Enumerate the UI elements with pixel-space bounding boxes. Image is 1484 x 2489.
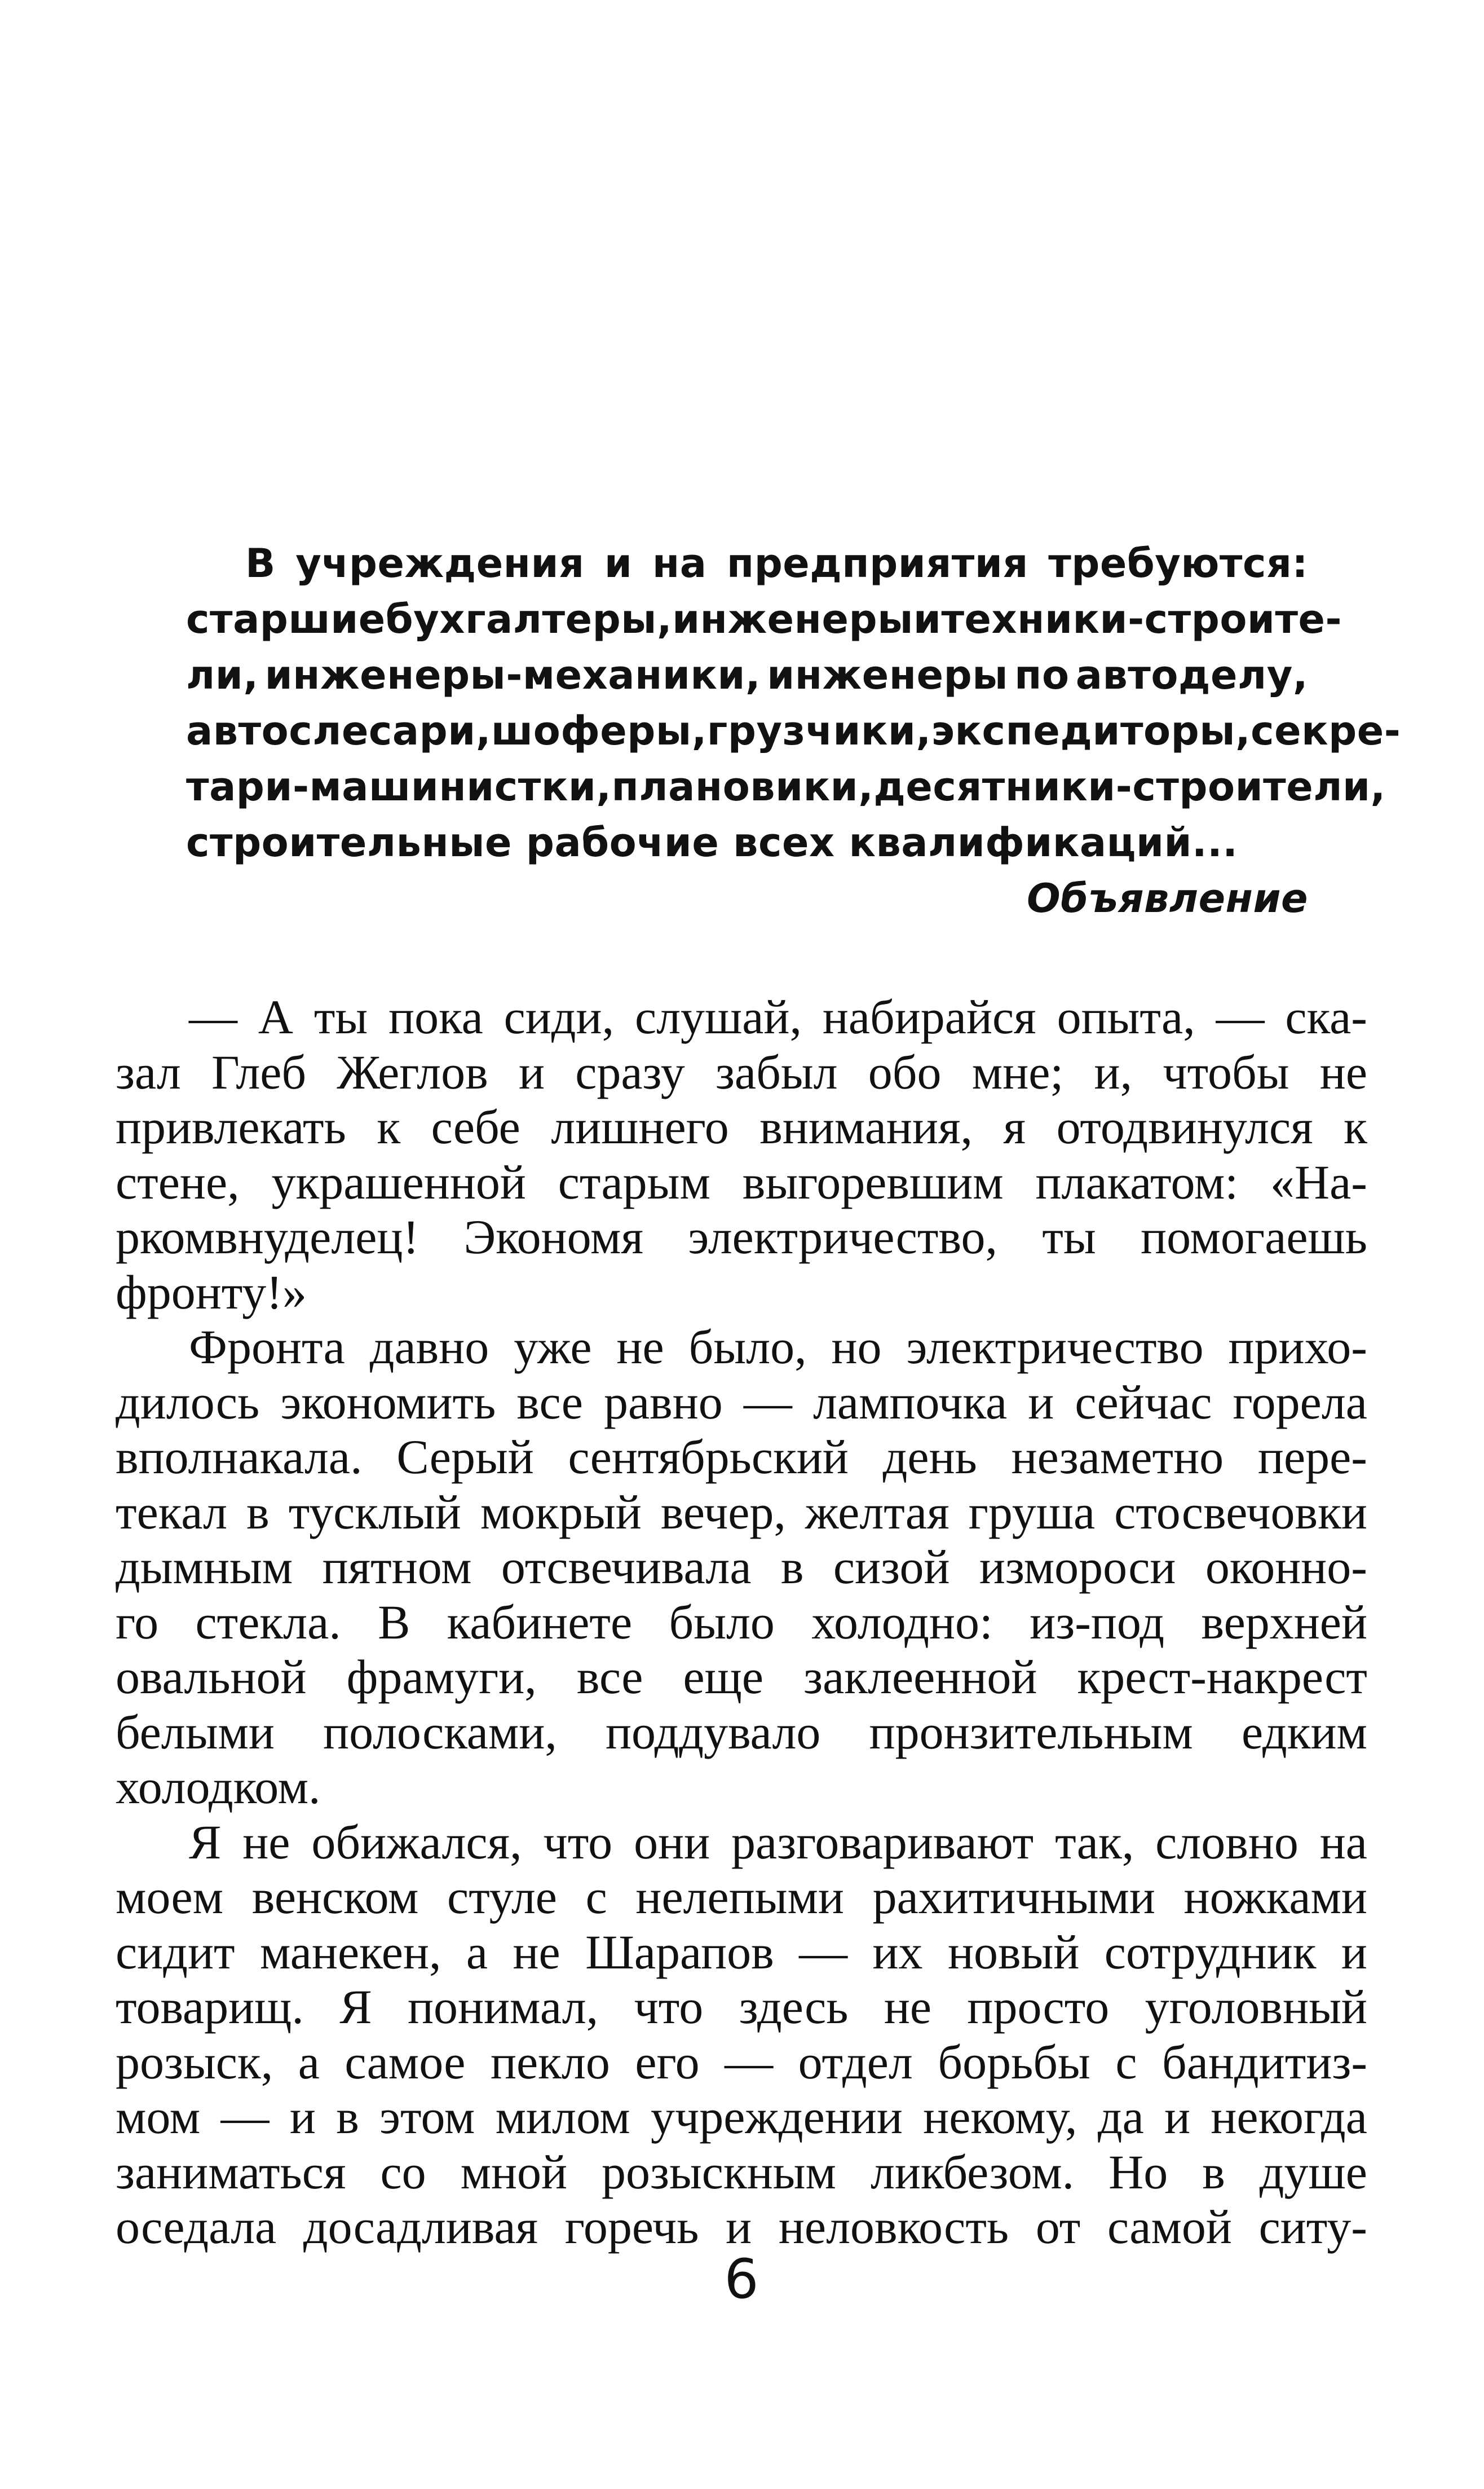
text-line: дымным пятном отсвечивала в сизой измороси оконно- xyxy=(116,1540,1367,1594)
text-line: мом — и в этом милом учреждении некому, да и некогда xyxy=(116,2090,1367,2144)
epigraph-line: В учреждения и на предприятия требуются: xyxy=(245,540,1308,587)
page-number: 6 xyxy=(724,2248,759,2311)
epigraph-line: ли, инженеры-механики, инженеры по автоделу, xyxy=(186,652,1308,698)
epigraph-attribution: Объявление xyxy=(1027,875,1308,922)
epigraph xyxy=(186,536,1401,927)
text-line: оседала досадливая горечь и неловкость от самой ситу- xyxy=(116,2200,1367,2254)
text-line: сидит манекен, а не Шарапов — их новый сотрудник и xyxy=(116,1924,1367,1979)
text-line: товарищ. Я понимал, что здесь не просто уголовный xyxy=(116,1980,1367,2034)
body-text xyxy=(116,990,1367,2255)
text-line: — А ты пока сиди, слушай, набирайся опыта, — ска- xyxy=(189,990,1367,1044)
text-line: Фронта давно уже не было, но электричество прихо- xyxy=(189,1320,1367,1374)
text-line: розыск, а самое пекло его — отдел борьбы с бандитиз- xyxy=(116,2034,1367,2089)
paragraph xyxy=(116,1320,1367,1815)
text-line: вполнакала. Серый сентябрьский день незаметно пере- xyxy=(116,1430,1367,1484)
epigraph-line: строительные рабочие всех квалификаций... xyxy=(186,820,1238,866)
text-line: ркомвнуделец! Экономя электричество, ты помогаешь xyxy=(116,1210,1367,1264)
text-line: фронту!» xyxy=(116,1265,307,1319)
text-line: го стекла. В кабинете было холодно: из-под верхней xyxy=(116,1594,1367,1649)
text-line: моем венском стуле с нелепыми рахитичными ножками xyxy=(116,1870,1367,1924)
text-line: заниматься со мной розыскным ликбезом. Но в душе xyxy=(116,2144,1367,2199)
text-line: Я не обижался, что они разговаривают так, словно на xyxy=(189,1814,1367,1869)
paragraph xyxy=(116,990,1367,1320)
epigraph-line: автослесари, шоферы, грузчики, экспедиторы, секре- xyxy=(186,708,1401,754)
text-line: овальной фрамуги, все еще заклеенной крест-накрест xyxy=(116,1650,1367,1704)
epigraph-line: старшие бухгалтеры, инженеры и техники-строите- xyxy=(186,596,1342,642)
text-line: белыми полосками, поддувало пронзительным едким xyxy=(116,1704,1367,1759)
epigraph-line: тари-машинистки, плановики, десятники-строители, xyxy=(186,764,1386,810)
text-line: зал Глеб Жеглов и сразу забыл обо мне; и, чтобы не xyxy=(116,1045,1367,1099)
text-line: стене, украшенной старым выгоревшим плакатом: «На- xyxy=(116,1155,1367,1209)
text-line: текал в тусклый мокрый вечер, желтая груша стосвечовки xyxy=(116,1484,1367,1539)
paragraph xyxy=(116,1815,1367,2255)
text-line: привлекать к себе лишнего внимания, я отодвинулся к xyxy=(116,1100,1367,1154)
text-line: холодком. xyxy=(116,1760,321,1814)
text-line: дилось экономить все равно — лампочка и сейчас горела xyxy=(116,1375,1367,1429)
